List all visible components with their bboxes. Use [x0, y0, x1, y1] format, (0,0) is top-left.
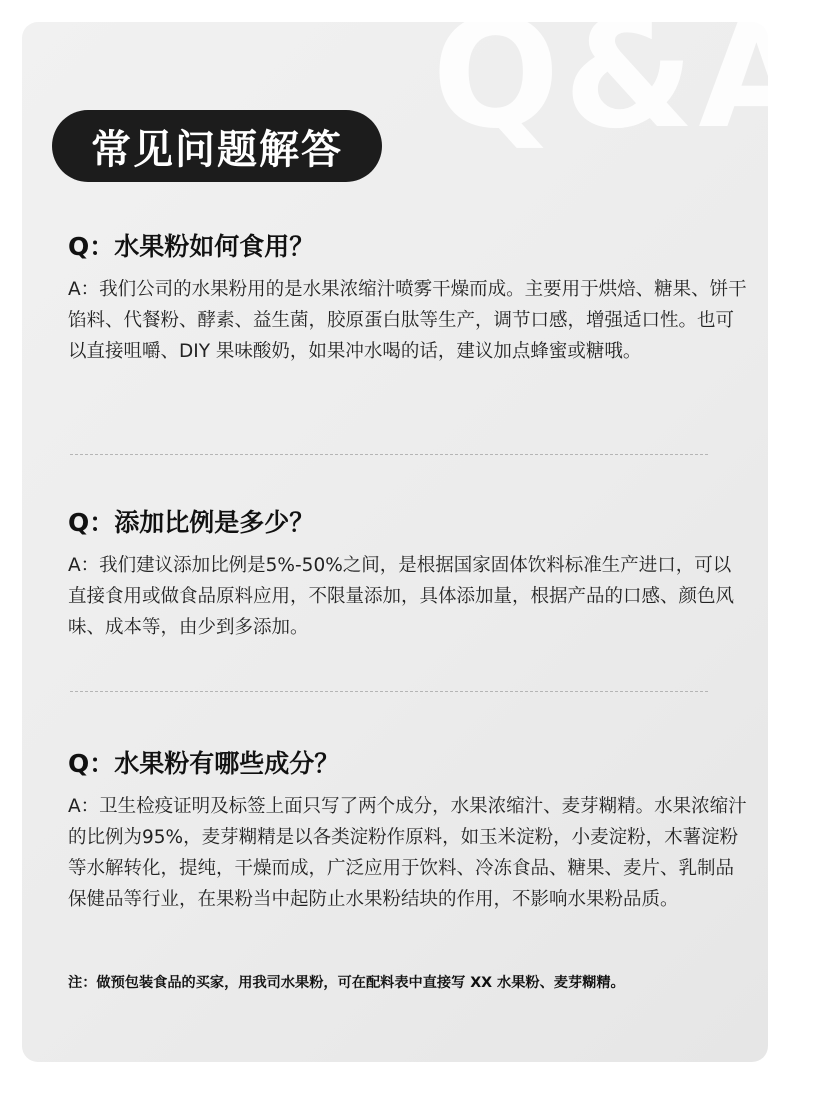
faq-item-ratio	[68, 506, 748, 643]
faq-item-ingredients	[68, 747, 748, 915]
faq-question: Q：水果粉如何食用？	[68, 232, 315, 261]
footnote: 注：做预包装食品的买家，用我司水果粉，可在配料表中直接写 XX 水果粉、麦芽糊精。	[68, 975, 625, 991]
faq-question: Q：添加比例是多少？	[68, 508, 315, 537]
section-divider	[70, 454, 708, 455]
faq-answer: A：卫生检疫证明及标签上面只写了两个成分，水果浓缩汁、麦芽糊精。水果浓缩汁的比例为95%，麦芽糊精是以各类淀粉作原料，如玉米淀粉，小麦淀粉，木薯淀粉等水解转化，提纯，干燥而成，广泛应用于饮料、冷冻食品、糖果、麦片、乳制品保健品等行业，在果粉当中起防止水果粉结块的作用，不影响水果粉品质。	[68, 796, 747, 910]
section-divider	[70, 691, 708, 692]
faq-card	[22, 0, 818, 1062]
page-title: 常见问题解答	[52, 110, 382, 182]
faq-answer: A：我们公司的水果粉用的是水果浓缩汁喷雾干燥而成。主要用于烘焙、糖果、饼干馅料、代餐粉、酵素、益生菌，胶原蛋白肽等生产，调节口感，增强适口性。也可以直接咀嚼、DIY 果味酸奶，如果冲水喝的话，建议加点蜂蜜或糖哦。	[68, 279, 747, 362]
faq-item-usage	[68, 230, 748, 367]
faq-answer: A：我们建议添加比例是5%-50%之间，是根据国家固体饮料标准生产进口，可以直接食用或做食品原料应用，不限量添加，具体添加量，根据产品的口感、颜色风味、成本等，由少到多添加。	[68, 555, 735, 638]
faq-question: Q：水果粉有哪些成分？	[68, 749, 340, 778]
qa-watermark: Q&A	[432, 0, 818, 162]
